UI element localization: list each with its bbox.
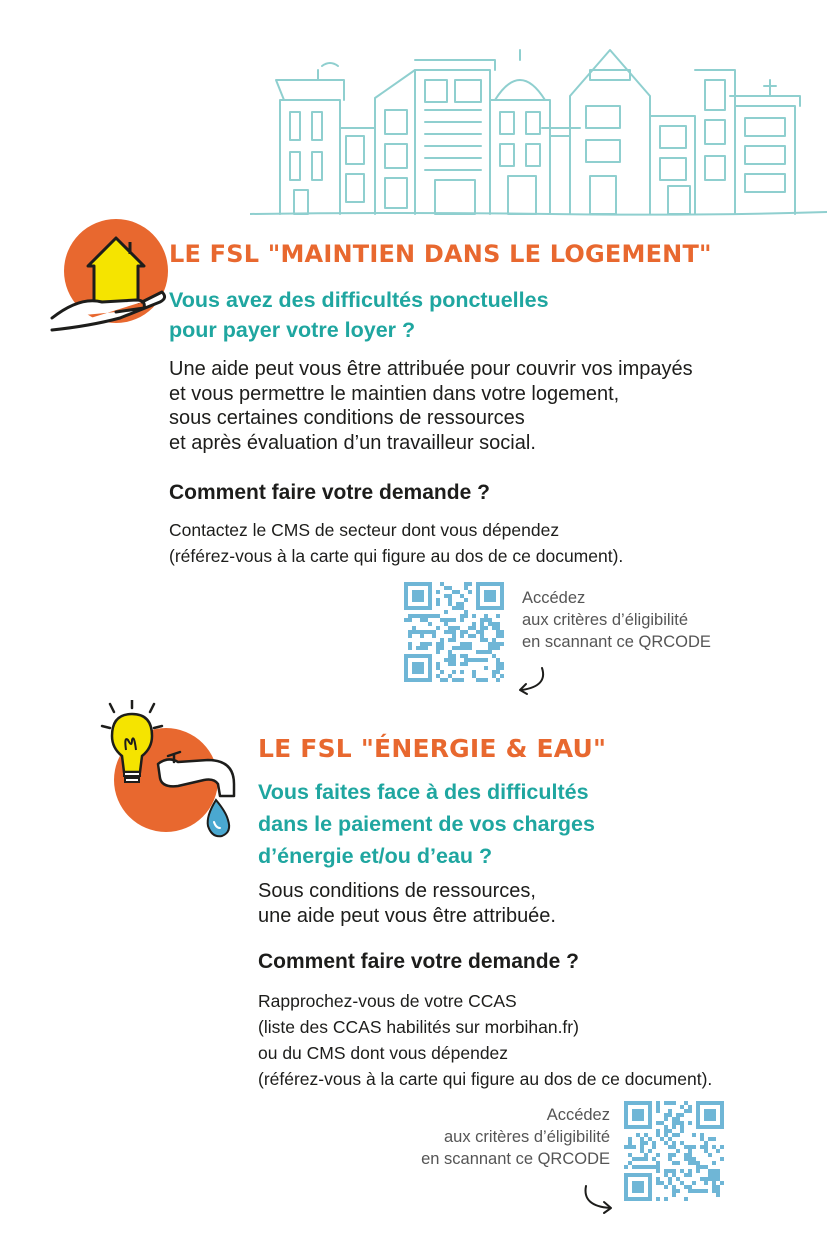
- section2-how-line: (liste des CCAS habilités sur morbihan.fr): [258, 1017, 579, 1037]
- section2-title: LE FSL "ÉNERGIE & EAU": [258, 734, 607, 763]
- lightbulb-and-faucet-icon: [98, 700, 248, 850]
- curved-arrow-icon: [510, 664, 550, 696]
- section2-how-line: Rapprochez-vous de votre CCAS: [258, 991, 517, 1011]
- section1-qr-caption: [522, 587, 711, 653]
- qr-caption-line: aux critères d’éligibilité: [444, 1128, 610, 1146]
- qr-caption-line: aux critères d’éligibilité: [522, 611, 688, 629]
- section1-how-title: Comment faire votre demande ?: [169, 481, 490, 504]
- section2-qr-caption: [380, 1104, 610, 1170]
- city-skyline-illustration: [250, 40, 827, 220]
- qr-caption-line: en scannant ce QRCODE: [522, 633, 711, 651]
- house-in-hand-icon: [50, 214, 170, 334]
- section2-subtitle-line: Vous faites face à des difficultés: [258, 780, 589, 804]
- section2-how-line: (référez-vous à la carte qui figure au dos de ce document).: [258, 1069, 713, 1089]
- section1-subtitle-line: Vous avez des difficultés ponctuelles: [169, 288, 549, 312]
- qr-code-section1[interactable]: [404, 582, 504, 682]
- section1-subtitle-line: pour payer votre loyer ?: [169, 318, 416, 342]
- section2-body-line: une aide peut vous être attribuée.: [258, 904, 556, 927]
- section2-subtitle: [258, 776, 595, 872]
- section2-how-title: Comment faire votre demande ?: [258, 950, 579, 973]
- section1-how-line: (référez-vous à la carte qui figure au dos de ce document).: [169, 546, 624, 566]
- section2-subtitle-line: dans le paiement de vos charges: [258, 812, 595, 836]
- section1-body-line: sous certaines conditions de ressources: [169, 407, 525, 429]
- qr-code-section2[interactable]: [624, 1101, 724, 1201]
- section1-title: LE FSL "MAINTIEN DANS LE LOGEMENT": [169, 240, 712, 268]
- section2-subtitle-line: d’énergie et/ou d’eau ?: [258, 844, 493, 868]
- section2-body: [258, 879, 556, 928]
- curved-arrow-icon: [580, 1182, 620, 1216]
- qr-caption-line: Accédez: [546, 1106, 610, 1124]
- section1-body-line: Une aide peut vous être attribuée pour couvrir vos impayés: [169, 358, 693, 380]
- section1-body-line: et vous permettre le maintien dans votre logement,: [169, 382, 620, 405]
- qr-caption-line: Accédez: [522, 589, 586, 607]
- section1-how-line: Contactez le CMS de secteur dont vous dépendez: [169, 520, 560, 540]
- section1-body-line: et après évaluation d’un travailleur social.: [169, 431, 536, 454]
- section2-body-line: Sous conditions de ressources,: [258, 880, 536, 902]
- section2-how-line: ou du CMS dont vous dépendez: [258, 1043, 509, 1063]
- qr-caption-line: en scannant ce QRCODE: [421, 1150, 610, 1168]
- section1-body: [169, 357, 693, 455]
- section1-how-body: [169, 517, 623, 569]
- section2-how-body: [258, 988, 712, 1092]
- section1-subtitle: [169, 285, 549, 345]
